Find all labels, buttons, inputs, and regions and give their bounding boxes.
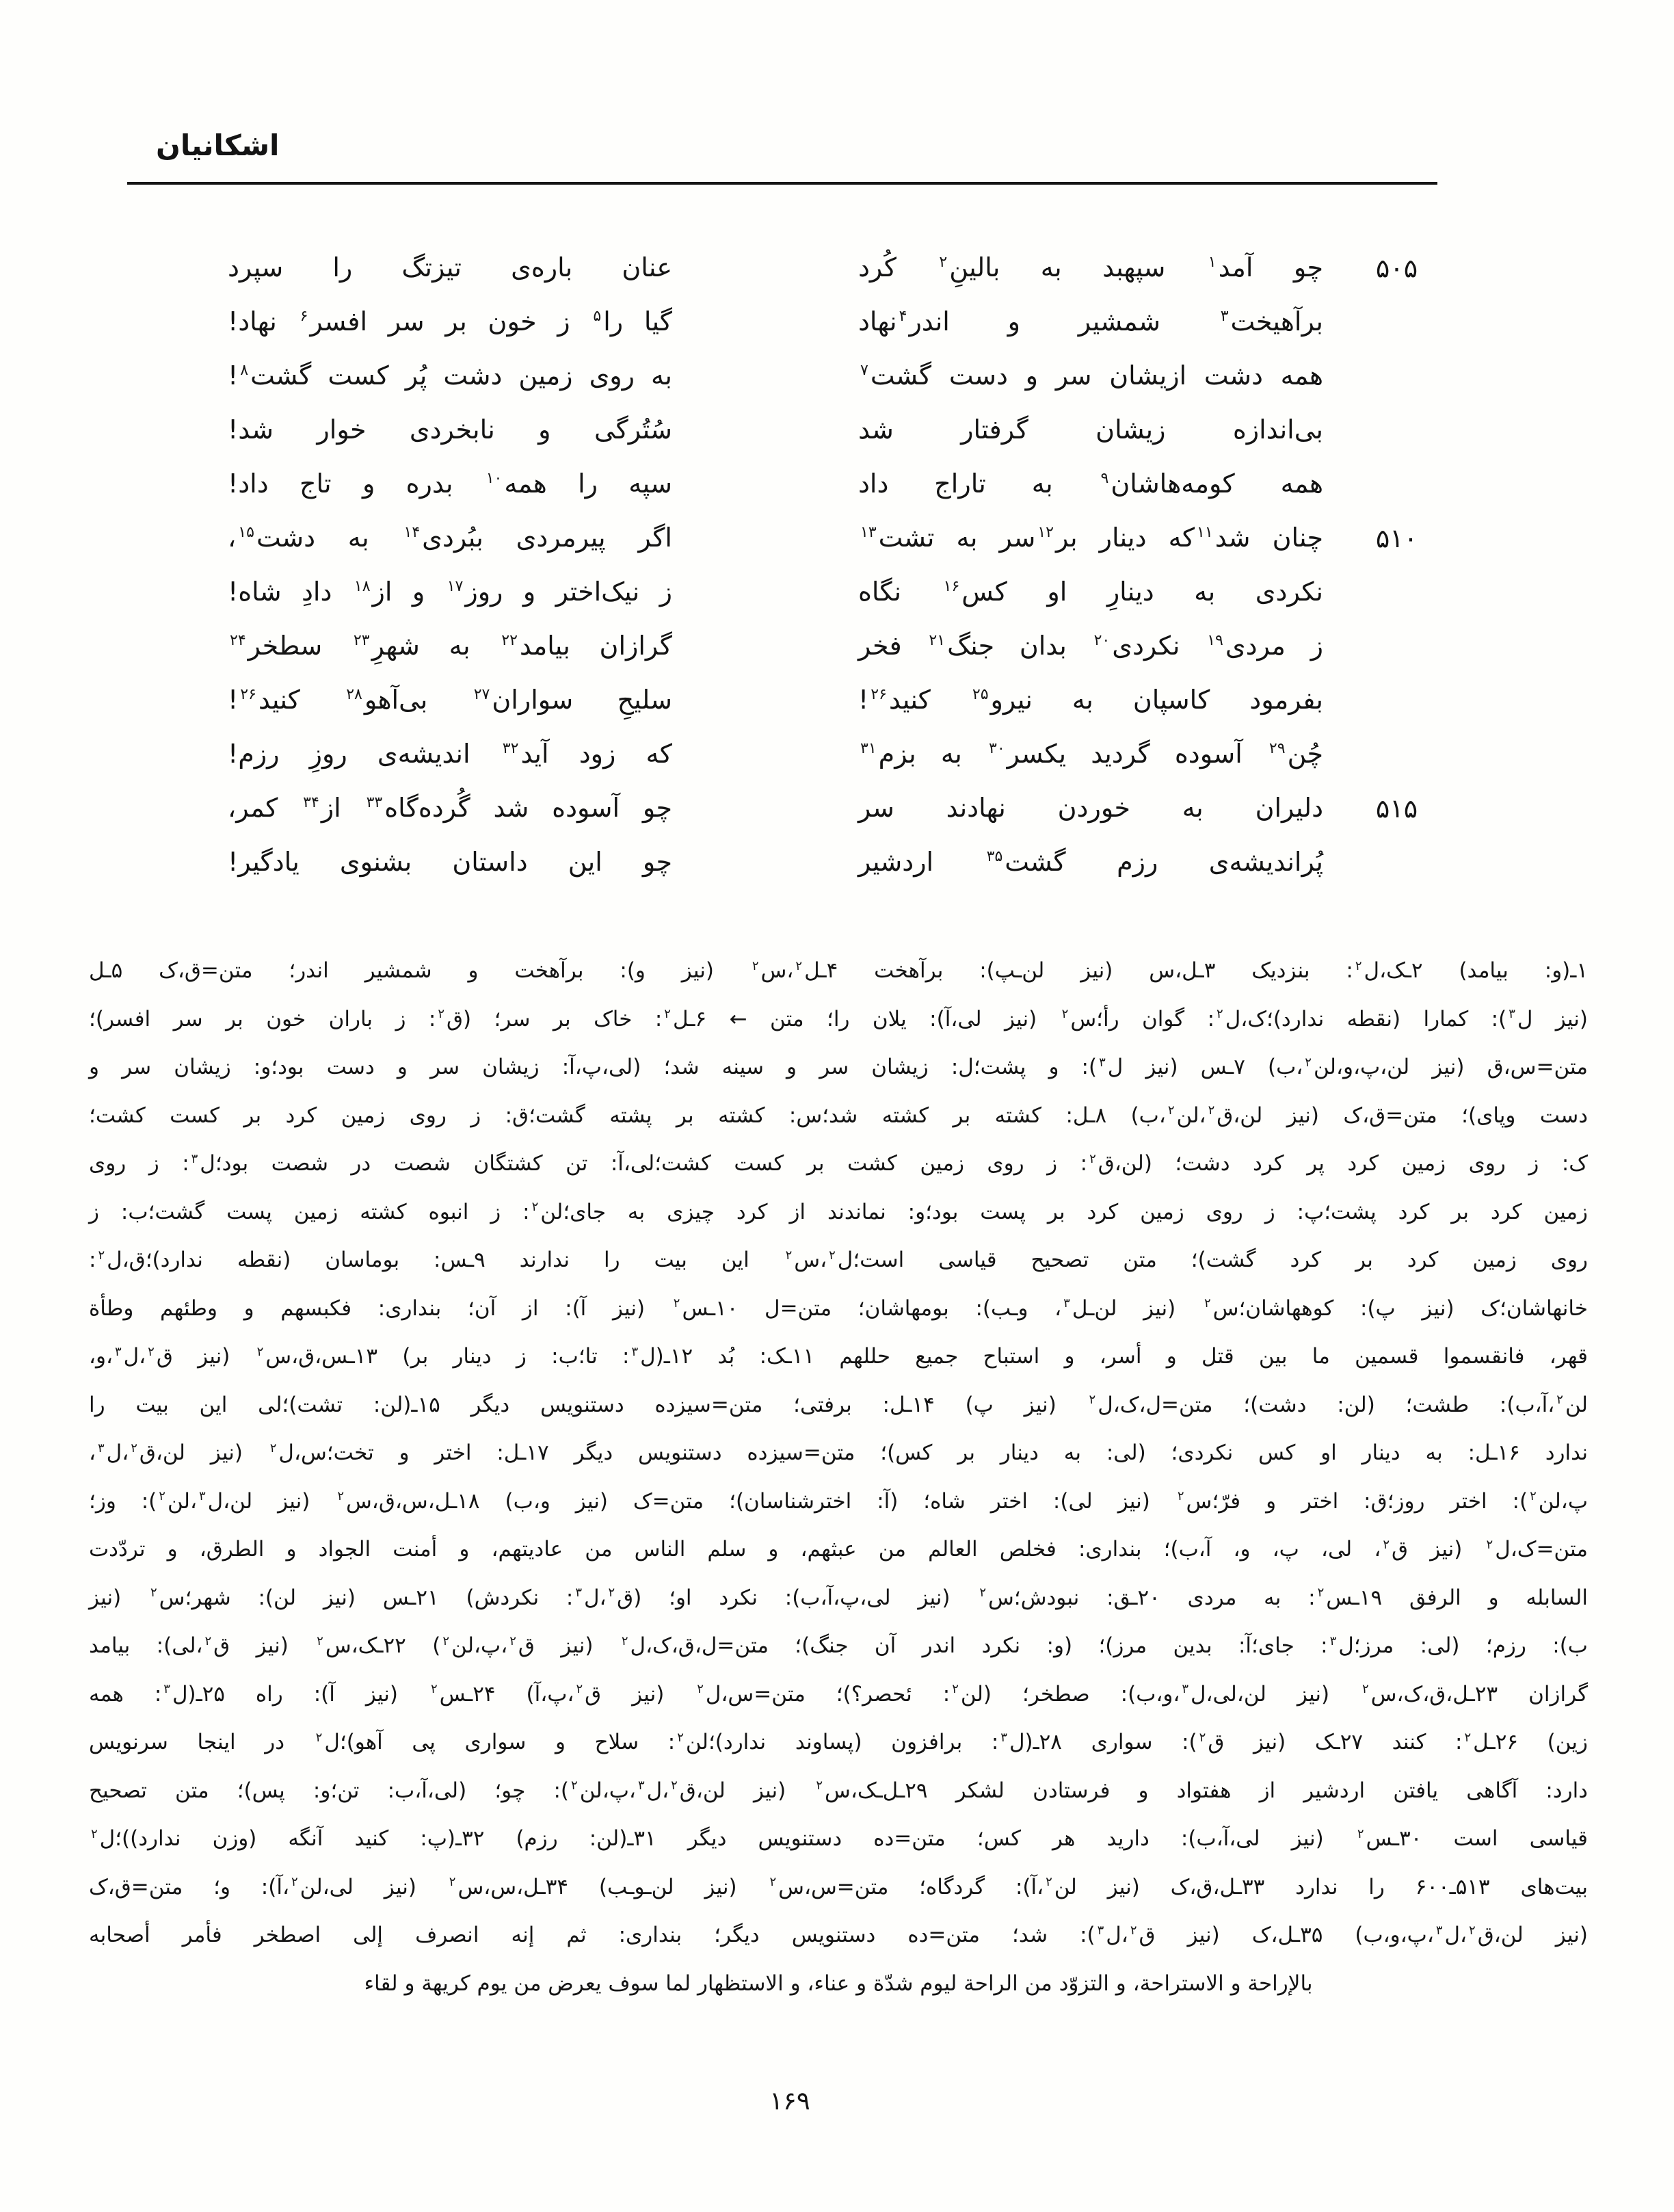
footnote-marker: ۱۷ xyxy=(447,578,464,596)
apparatus-line: زین) ۲۶ـل$^۲$: کنند ۲۷ـک (نیز ق$^۲$): سواری ۲۸ـ(ل$^۳$: برافزون (پساوند ندارد)؛لن$^۲$: سلاح و سواری پی آهو)؛ل$^۲$ در اینجا سرنویس xyxy=(89,1730,1588,1754)
footnote-marker: ۲ xyxy=(1464,1730,1472,1745)
footnote-marker: ۲ xyxy=(131,1440,137,1456)
footnote-marker: ۲ xyxy=(1357,1826,1364,1841)
footnote-marker: ۲۳ xyxy=(353,632,370,650)
hemistich-right: برآهیخت$^۳$ شمشیر و اندر$^۴$نهاد xyxy=(858,306,1323,337)
footnote-marker: ۳ xyxy=(1509,1007,1515,1022)
footnote-marker: ۲ xyxy=(430,1682,438,1697)
footnote-marker: ۲ xyxy=(1089,1151,1096,1166)
footnote-marker: ۲ xyxy=(337,1489,344,1504)
footnote-marker: ۲۵ xyxy=(972,686,989,704)
footnote-marker: ۲ xyxy=(1383,1537,1390,1552)
verse-row xyxy=(228,565,1426,619)
footnote-marker: ۵ xyxy=(593,308,602,326)
footnote-marker: ۳ xyxy=(1329,1633,1337,1648)
footnote-marker: ۲۰ xyxy=(1093,632,1111,650)
hemistich-right: چو آمد$^۱$ سپهبد به بالینِ$^۲$ کُرد xyxy=(858,252,1323,282)
footnote-marker: ۲۴ xyxy=(230,632,246,650)
apparatus-line: زمین کرد بر کرد پشت؛پ: ز روی زمین کرد بر پست بود؛و: نماندند از کرد چیزی به جای؛لن$^۲$: ز انبوه کشته زمین پست گشت؛ب: ز xyxy=(89,1199,1589,1224)
footnote-marker: ۲ xyxy=(1199,1730,1206,1745)
footnote-marker: ۲ xyxy=(785,1248,793,1263)
hemistich-right: بفرمود کاسپان به نیرو$^{۲۵}$ کنید$^{۲۶}$! xyxy=(858,684,1323,715)
footnote-marker: ۲ xyxy=(509,1633,516,1648)
hemistich-right: چُن$^{۲۹}$ آسوده گردید یکسر$^{۳۰}$ به بزم$^{۳۱}$ xyxy=(858,738,1323,771)
hemistich-left: که زود آید$^{۳۲}$ اندیشه‌ی روزِ رزم! xyxy=(228,738,672,769)
footnote-marker: ۸ xyxy=(240,362,249,380)
footnote-marker: ۹ xyxy=(1100,470,1109,488)
footnote-marker: ۲ xyxy=(752,958,759,973)
hemistich-left: چو این داستان بشنوی یادگیر! xyxy=(228,846,672,877)
footnote-marker: ۱ xyxy=(1208,254,1217,272)
apparatus-line: متن=س،ق (نیز لن،پ،و،لن$^۲$،ب) ۷ـس (نیز ل$^۳$): و پشت؛ل: زیشان سر و سینه شد؛ (لی،پ،آ: زیشان سر و دست بود؛و: زیشان سر و xyxy=(89,1055,1588,1079)
footnote-marker: ۲ xyxy=(317,1633,323,1648)
footnote-marker: ۱۸ xyxy=(354,578,371,596)
hemistich-right: ز مردی$^{۱۹}$ نکردی$^{۲۰}$ بدان جنگ$^{۲۱}$ فخر xyxy=(858,630,1323,661)
verse-number: ۵۱۰ xyxy=(1375,523,1418,553)
footnote-marker: ۲ xyxy=(291,1875,298,1890)
footnote-marker: ۲۲ xyxy=(501,632,518,650)
footnote-marker: ۳۵ xyxy=(986,848,1003,866)
footnote-marker: ۳ xyxy=(631,1344,639,1359)
footnote-marker: ۲ xyxy=(697,1682,704,1697)
footnote-marker: ۲ xyxy=(449,1875,456,1890)
apparatus-line: متن=ک،ل$^۲$ (نیز ق$^۲$، لی، پ، و، آ،ب)؛ بنداری: فخلص العالم من عبثهم، و سلم الناس من عادیتهم، و أمنت الجواد و الطرق، و تردّدت xyxy=(89,1537,1588,1562)
apparatus-line: السابله و الرفق ۱۹ـس$^۲$: به مردی ۲۰ـق: نبودش؛س$^۲$ (نیز لی،پ،آ،ب): نکرد او؛ (ق$^۲$،ل$^۳$: نکردش) ۲۱ـس (نیز لن): شهر؛س$^۲$ (نیز xyxy=(89,1585,1588,1610)
footnote-marker: ۳ xyxy=(1182,1682,1189,1697)
footnote-marker: ۲ xyxy=(438,1007,444,1022)
footnote-marker: ۳ xyxy=(114,1344,122,1359)
footnote-marker: ۲ xyxy=(1046,1875,1052,1890)
footnote-marker: ۲ xyxy=(91,1826,98,1841)
footnote-marker: ۲ xyxy=(1177,1489,1184,1504)
footnote-marker: ۲۹ xyxy=(1268,740,1286,758)
footnote-marker: ۲ xyxy=(1217,1007,1223,1022)
footnote-marker: ۲۸ xyxy=(346,686,362,704)
apparatus-line: دارد: آگاهی یافتن اردشیر از هفتواد و فرستادن لشکر ۲۹ـل‌ـک،س$^۲$ (نیز لن،ق$^۲$،ل$^۳$،پ،لن$^۲$): چو؛ (لی،آ،ب: تن؛و: پس)؛ متن تصحیح xyxy=(89,1778,1588,1803)
footnote-marker: ۲۶ xyxy=(871,686,887,704)
footnote-marker: ۲ xyxy=(621,1633,628,1648)
footnote-marker: ۲ xyxy=(1486,1537,1493,1552)
footnote-marker: ۱۱ xyxy=(1197,524,1213,542)
footnote-marker: ۲ xyxy=(829,1248,836,1263)
footnote-marker: ۲ xyxy=(673,1296,680,1311)
apparatus-line: (نیز ل$^۳$): کمارا (نقطه ندارد)؛ک،ل$^۲$: گوان رأ؛س$^۲$ (نیز لی،آ): یلان را؛ متن ← ۶ـل$^۲$: خاک بر سر؛ (ق$^۲$: ز باران خون بر سر افسر)؛ xyxy=(89,1006,1588,1031)
footnote-marker: ۲ xyxy=(1061,1007,1069,1022)
critical-apparatus xyxy=(89,947,1588,2007)
footnote-marker: ۲ xyxy=(269,1440,277,1456)
hemistich-left: سُتُرگی و نابخردی خوار شد! xyxy=(228,414,672,445)
footnote-marker: ۳ xyxy=(637,1778,645,1793)
verse-number: ۵۱۵ xyxy=(1375,793,1418,824)
apparatus-line: دست وپای)؛ متن=ق،ک (نیز لن،ق$^۲$،لن$^۲$،ب) ۸ـل: کشته بر کشته شد؛س: کشته بر پشته گشت؛ق: ز روی زمین کرد بر کست کشت؛ xyxy=(89,1103,1589,1128)
footnote-marker: ۲ xyxy=(979,1585,986,1601)
footnote-marker: ۲ xyxy=(664,1007,671,1022)
footnote-marker: ۴ xyxy=(899,308,907,326)
apparatus-line: روی زمین کرد بر کرد گشت)؛ متن تصحیح قیاسی است؛ل$^۲$،س$^۲$ این بیت را ندارند ۹ـس: بوماسان (نقطه ندارد)؛ق،ل$^۲$: xyxy=(89,1248,1588,1272)
footnote-marker: ۲ xyxy=(952,1682,959,1697)
footnote-marker: ۳ xyxy=(1097,1923,1104,1938)
footnote-marker: ۲ xyxy=(204,1633,212,1648)
footnote-marker: ۲ xyxy=(1530,1489,1537,1504)
footnote-marker: ۳۳ xyxy=(366,794,383,812)
footnote-marker: ۲ xyxy=(1317,1585,1325,1601)
apparatus-line: قیاسی است ۳۰ـس$^۲$ (نیز لی،آ،ب): دارید هر کس؛ متن=ده دستنویس دیگر ۳۱ـ(لن: رزم) ۳۲ـ(پ: کنید آنگه (وزن ندارد))؛ل$^۲$ xyxy=(89,1815,1588,1863)
footnote-marker: ۲ xyxy=(677,1730,684,1745)
footnote-marker: ۱۹ xyxy=(1207,632,1223,650)
footnote-marker: ۲ xyxy=(769,1875,777,1890)
verse-row xyxy=(228,619,1426,673)
footnote-marker: ۳ xyxy=(1000,1730,1007,1745)
hemistich-right: بی‌اندازه زیشان گرفتار شد xyxy=(858,414,1323,445)
page-number: ۱۶۹ xyxy=(769,2086,810,2116)
hemistich-left: به روی زمین دشت پُر کست گشت$^۸$! xyxy=(228,360,672,391)
footnote-marker: ۳ xyxy=(199,1489,206,1504)
footnote-marker: ۲۷ xyxy=(473,686,490,704)
footnote-marker: ۳ xyxy=(1435,1923,1443,1938)
footnote-marker: ۲ xyxy=(1469,1923,1476,1938)
verse-row xyxy=(228,295,1426,349)
verse-row xyxy=(228,457,1426,511)
hemistich-left: گرازان بیامد$^{۲۲}$ به شهرِ$^{۲۳}$ سطخر$^{۲۴}$ xyxy=(228,630,672,663)
apparatus-line: گرازان ۲۳ـل،ق،ک،س$^۲$ (نیز لن،لی،ل$^۳$،و،ب): صطخر؛ (لن$^۲$: ئحصر؟)؛ متن=س،ل$^۲$ (نیز ق$^۲$،پ،آ) ۲۴ـس$^۲$ (نیز آ): راه ۲۵ـ(ل$^۳$: همه xyxy=(89,1681,1588,1707)
apparatus-line: خانهاشان؛ک (نیز پ): کوههاشان؛س$^۲$ (نیز لن‌ـل$^۳$، وـب): بومهاشان؛ متن=ل ۱۰ـس$^۲$ (نیز آ): از آن؛ بنداری: فکبسهم و وطئهم وطأة xyxy=(89,1295,1589,1321)
apparatus-line: ک: ز روی زمین کرد پر کرد دشت؛ (لن،ق$^۲$: ز روی زمین کشت بر کست کشت؛لی،آ: تن کشتگان شصت در شصت بود؛ل$^۳$: ز روی xyxy=(89,1151,1589,1176)
hemistich-left: چو آسوده شد گُرده‌گاه$^{۳۳}$ از$^{۳۴}$ کمر، xyxy=(228,792,672,823)
hemistich-left: ز نیک‌اختر و روز$^{۱۷}$ و از$^{۱۸}$ دادِ شاه! xyxy=(228,576,672,607)
footnote-marker: ۳۰ xyxy=(989,740,1005,758)
hemistich-right: همه دشت ازیشان سر و دست گشت$^۷$ xyxy=(858,360,1323,393)
footnote-marker: ۶ xyxy=(300,308,308,326)
hemistich-left: گیا را$^۵$ ز خون بر سر افسر$^۶$ نهاد! xyxy=(228,306,673,337)
footnote-marker: ۲ xyxy=(148,1344,155,1359)
footnote-marker: ۳ xyxy=(1063,1296,1070,1311)
footnote-marker: ۲ xyxy=(1355,958,1362,973)
footnote-marker: ۷ xyxy=(860,362,868,380)
footnote-marker: ۲ xyxy=(816,1778,823,1793)
apparatus-line: ندارد ۱۶ـل: به دینار او کس نکردی؛ (لی: به دینار بر کس)؛ متن=سیزده دستنویس دیگر ۱۷ـل: اختر و تخت؛س،ل$^۲$ (نیز لن،ق$^۲$،ل$^۳$، xyxy=(89,1440,1588,1465)
footnote-marker: ۲ xyxy=(576,1682,583,1697)
hemistich-left: عنان باره‌ی تیزتگ را سپرد xyxy=(228,252,672,282)
verse-row xyxy=(228,727,1426,781)
verse-number: ۵۰۵ xyxy=(1375,252,1418,283)
verse-row xyxy=(228,403,1426,457)
hemistich-left: اگر پیرمردی ببُردی$^{۱۴}$ به دشت$^{۱۵}$، xyxy=(228,522,672,553)
footnote-marker: ۱۶ xyxy=(943,578,960,596)
footnote-marker: ۳ xyxy=(1220,308,1229,326)
footnote-marker: ۲ xyxy=(795,958,803,973)
footnote-marker: ۳ xyxy=(163,1682,170,1697)
apparatus-line: ب): رزم؛ (لی: مرز؛ل$^۳$: جای؛آ: بدین مرز)؛ (و: نکرد اندر آن جنگ)؛ متن=ل،ق،ک،ل$^۲$ (نیز ق$^۲$،پ،لن$^۲$) ۲۲ـک،س$^۲$ (نیز ق$^۲$،لی): بیامد xyxy=(89,1633,1588,1658)
footnote-marker: ۲ xyxy=(315,1730,323,1745)
footnote-marker: ۲ xyxy=(1204,1296,1211,1311)
footnote-marker: ۳ xyxy=(1099,1055,1106,1070)
footnote-marker: ۲ xyxy=(1167,1103,1175,1118)
footnote-marker: ۲ xyxy=(1556,1393,1563,1408)
footnote-marker: ۲ xyxy=(1089,1393,1096,1408)
verse-row xyxy=(228,673,1426,727)
footnote-marker: ۲ xyxy=(1305,1055,1312,1070)
footnote-marker: ۱۳ xyxy=(860,524,877,542)
footnote-marker: ۲ xyxy=(150,1585,157,1601)
footnote-marker: ۲ xyxy=(531,1200,539,1215)
footnote-marker: ۲۱ xyxy=(929,632,946,650)
footnote-marker: ۲ xyxy=(671,1778,678,1793)
apparatus-line: (نیز لن،ق$^۲$،ل$^۳$،پ،و،ب) ۳۵ـل،ک (نیز ق$^۲$،ل$^۳$): شد؛ متن=ده دستنویس دیگر؛ بنداری: ثم إنه انصرف إلی اصطخر فأمر أصحابه xyxy=(89,1923,1588,1947)
hemistich-right: پُراندیشه‌ی رزم گشت$^{۳۵}$ اردشیر xyxy=(858,846,1324,877)
footnote-marker: ۱۲ xyxy=(1037,524,1054,542)
footnote-marker: ۱۰ xyxy=(486,470,503,488)
footnote-marker: ۲ xyxy=(1130,1923,1137,1938)
hemistich-left: سپه را همه$^{۱۰}$ بدره و تاج داد! xyxy=(228,468,672,499)
verse-row xyxy=(228,511,1426,565)
poem-block xyxy=(228,241,1426,889)
footnote-marker: ۲ xyxy=(939,254,948,272)
hemistich-right: چنان شد$^{۱۱}$که دینار بر$^{۱۲}$سر به تشت$^{۱۳}$ xyxy=(858,522,1323,555)
running-title: اشکانیان xyxy=(156,129,280,162)
footnote-marker: ۳۴ xyxy=(303,794,319,812)
verse-row xyxy=(228,349,1426,403)
header-rule xyxy=(127,182,1437,185)
footnote-marker: ۳۱ xyxy=(860,740,877,758)
footnote-marker: ۲ xyxy=(1362,1682,1369,1697)
footnote-marker: ۳ xyxy=(191,1151,198,1166)
footnote-marker: ۱۵ xyxy=(238,524,254,542)
apparatus-line: ۱ـ(و: بیامد) ۲ـک،ل$^۲$: بنزدیک ۳ـل،س (نیز لن‌ـپ): برآهخت ۴ـل$^۲$،س$^۲$ (نیز و): برآهخت و شمشیر اندر؛ متن=ق،ک ۵ـل xyxy=(89,958,1589,983)
footnote-marker: ۲ xyxy=(98,1248,105,1263)
hemistich-right: همه کومه‌هاشان$^۹$ به تاراج داد xyxy=(858,468,1323,499)
footnote-marker: ۳ xyxy=(98,1440,105,1456)
apparatus-line: بیت‌های ۵۱۳ـ۶۰۰ را ندارد ۳۳ـل،ق،ک (نیز لن$^۲$،آ): گردگاه؛ متن=س،س$^۲$ (نیز لن‌ـوـب) ۳۴ـل،س،س$^۲$ (نیز لی،لن$^۲$،آ): و؛ متن=ق،ک xyxy=(89,1874,1588,1899)
apparatus-line: بالإراحة و الاستراحة، و التزوّد من الراحة لیوم شدّة و عناء، و الاستظهار لما سوف یعرض من یوم کریهة و لقاء xyxy=(364,1971,1313,1996)
hemistich-right: نکردی به دینارِ او کس$^{۱۶}$ نگاه xyxy=(858,576,1323,607)
hemistich-right: دلیران به خوردن نهادند سر xyxy=(858,792,1323,823)
footnote-marker: ۲۶ xyxy=(240,686,256,704)
footnote-marker: ۲ xyxy=(1208,1103,1215,1118)
apparatus-line: قهر، فانقسموا قسمین ما بین قتل و أسر، و استباح جمیع حللهم ۱۱ـک: بُد ۱۲ـ(ل$^۳$: تا؛ب: ز دینار بر) ۱۳ـس،ق،س$^۲$ (نیز ق$^۲$،ل$^۳$،و، xyxy=(89,1344,1588,1369)
apparatus-line: لن$^۲$،آ،ب): طشت؛ (لن: دشت)؛ متن=ل،ک،ل$^۲$ (نیز پ) ۱۴ـل: برفتی؛ متن=سیزده دستنویس دیگر ۱۵ـ(لن: تشت)؛لی این بیت را xyxy=(89,1392,1588,1417)
footnote-marker: ۲ xyxy=(571,1778,578,1793)
apparatus-line: پ،لن$^۲$): اختر روز؛ق: اختر و فرّ؛س$^۲$ (نیز لی): اختر شاه؛ (آ: اخترشناسان)؛ متن=ک (نیز و،ب) ۱۸ـل،س،ق،س$^۲$ (نیز لن،ل$^۳$،لن$^۲$): وز؛ xyxy=(89,1488,1588,1514)
footnote-marker: ۲ xyxy=(608,1585,615,1601)
verse-row xyxy=(228,781,1426,835)
hemistich-left: سلیحِ سواران$^{۲۷}$ بی‌آهو$^{۲۸}$ کنید$^{۲۶}$! xyxy=(228,684,672,715)
footnote-marker: ۲ xyxy=(256,1344,264,1359)
footnote-marker: ۱۴ xyxy=(403,524,421,542)
footnote-marker: ۳۲ xyxy=(502,740,519,758)
verse-row xyxy=(228,835,1426,889)
footnote-marker: ۲ xyxy=(159,1489,165,1504)
footnote-marker: ۲ xyxy=(442,1633,449,1648)
footnote-marker: ۳ xyxy=(575,1585,582,1601)
verse-row xyxy=(228,241,1426,295)
